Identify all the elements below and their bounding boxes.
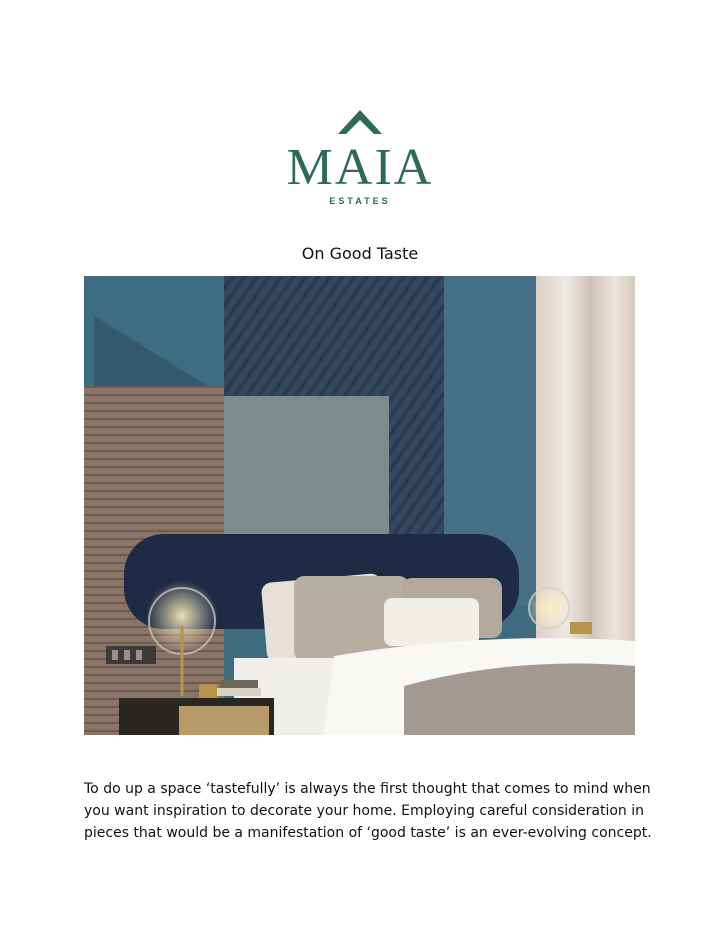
logo-subtitle-text: ESTATES [329, 196, 391, 206]
document-title: On Good Taste [301, 244, 419, 263]
paragraph-line: you want inspiration to decorate your home. Employing careful consideration in [84, 803, 644, 819]
paragraph-line: pieces that would be a manifestation of ‘good taste’ is an ever-evolving concept. [84, 825, 652, 841]
body-paragraph [84, 778, 652, 844]
paragraph-line: To do up a space ‘tastefully’ is always the first thought that comes to mind when [84, 781, 651, 797]
maia-estates-logo [270, 108, 450, 208]
logo-brand-text: MAIA [286, 139, 434, 196]
bedroom-photo [84, 276, 635, 735]
roof-icon [336, 108, 384, 136]
